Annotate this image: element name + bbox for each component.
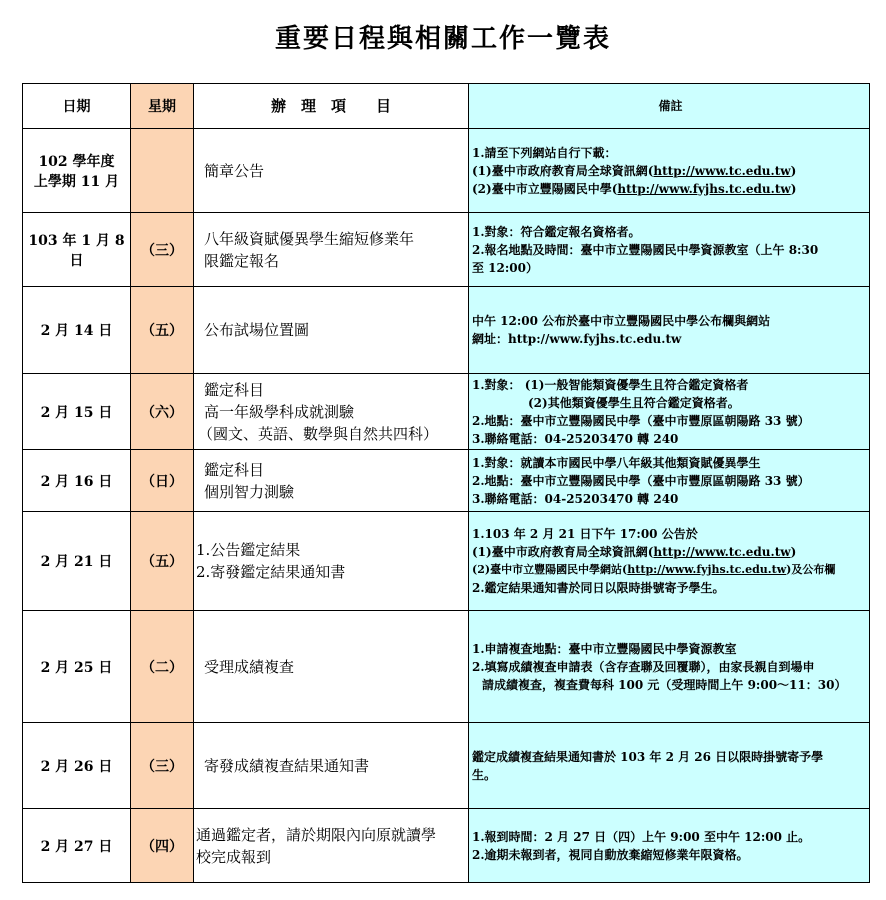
day-cell: （五） — [131, 512, 194, 611]
date-cell: 103 年 1 月 8 日 — [23, 213, 131, 287]
day-cell: （三） — [131, 723, 194, 809]
item-cell: 公布試場位置圖 — [194, 287, 469, 374]
table-row — [23, 213, 870, 287]
item-cell: 受理成績複查 — [194, 611, 469, 723]
note-cell: 1.對象：符合鑑定報名資格者。 2.報名地點及時間：臺中市立豐陽國民中學資源教室（上午 8:30 至 12:00） — [469, 213, 870, 287]
table-row — [23, 809, 870, 883]
note-cell: 1.對象： (1)一般智能類資優學生且符合鑑定資格者 (2)其他類資優學生且符合鑑定資格者。 2.地點：臺中市立豐陽國民中學（臺中市豐原區朝陽路 33 號） 3.聯絡電話：04-25203470 轉 240 — [469, 374, 870, 450]
table-header-row — [23, 84, 870, 129]
table-row — [23, 512, 870, 611]
date-cell: 2 月 27 日 — [23, 809, 131, 883]
day-cell: （五） — [131, 287, 194, 374]
page-title: 重要日程與相關工作一覽表 — [274, 24, 611, 54]
schedule-table — [22, 83, 870, 883]
url-link: http://www.tc.edu.tw — [653, 545, 791, 559]
header-date: 日期 — [23, 84, 131, 129]
table-row — [23, 611, 870, 723]
date-cell: 2 月 25 日 — [23, 611, 131, 723]
url-link: http://www.fyjhs.tc.edu.tw — [627, 563, 787, 576]
item-cell: 鑑定科目 高一年級學科成就測驗 （國文、英語、數學與自然共四科） — [194, 374, 469, 450]
table-row — [23, 374, 870, 450]
date-cell: 2 月 16 日 — [23, 450, 131, 512]
note-cell: 1.申請複查地點：臺中市立豐陽國民中學資源教室 2.填寫成績複查申請表（含存查聯及回覆聯），由家長親自到場申 請成績複查，複查費每科 100 元（受理時間上午 9:00～11：30） — [469, 611, 870, 723]
table-row — [23, 129, 870, 213]
note-cell: 鑑定成績複查結果通知書於 103 年 2 月 26 日以限時掛號寄予學 生。 — [469, 723, 870, 809]
table-row — [23, 450, 870, 512]
note-cell: 1.報到時間：2 月 27 日（四）上午 9:00 至中午 12:00 止。 2.逾期未報到者，視同自動放棄縮短修業年限資格。 — [469, 809, 870, 883]
date-cell: 102 學年度 上學期 11 月 — [23, 129, 131, 213]
item-cell: 通過鑑定者，請於期限內向原就讀學 校完成報到 — [194, 809, 469, 883]
item-cell: 1.公告鑑定結果 2.寄發鑑定結果通知書 — [194, 512, 469, 611]
item-cell: 八年級資賦優異學生縮短修業年 限鑑定報名 — [194, 213, 469, 287]
header-note: 備註 — [469, 84, 870, 129]
item-cell: 簡章公告 — [194, 129, 469, 213]
note-cell: 1.請至下列網站自行下載： (1)臺中市政府教育局全球資訊網(http://www.tc.edu.tw) (2)臺中市立豐陽國民中學(http://www.fyjhs.tc.edu.tw) — [469, 129, 870, 213]
date-cell: 2 月 21 日 — [23, 512, 131, 611]
header-item: 辦 理 項 目 — [194, 84, 469, 129]
url-link: http://www.fyjhs.tc.edu.tw — [617, 181, 791, 196]
table-row — [23, 723, 870, 809]
note-cell: 1.對象：就讀本市國民中學八年級其他類資賦優異學生 2.地點：臺中市立豐陽國民中學（臺中市豐原區朝陽路 33 號） 3.聯絡電話：04-25203470 轉 240 — [469, 450, 870, 512]
date-cell: 2 月 26 日 — [23, 723, 131, 809]
note-cell: 中午 12:00 公布於臺中市立豐陽國民中學公布欄與網站 網址：http://www.fyjhs.tc.edu.tw — [469, 287, 870, 374]
item-cell: 寄發成績複查結果通知書 — [194, 723, 469, 809]
day-cell: （三） — [131, 213, 194, 287]
day-cell: （四） — [131, 809, 194, 883]
url-link: http://www.tc.edu.tw — [653, 163, 791, 178]
date-cell: 2 月 14 日 — [23, 287, 131, 374]
day-cell — [131, 129, 194, 213]
note-cell: 1.103 年 2 月 21 日下午 17:00 公告於 (1)臺中市政府教育局全球資訊網(http://www.tc.edu.tw) (2)臺中市立豐陽國民中學網站(http://www.fyjhs.tc.edu.tw)及公布欄 2.鑑定結果通知書於同日以限時掛號寄予學生。 — [469, 512, 870, 611]
day-cell: （日） — [131, 450, 194, 512]
table-row — [23, 287, 870, 374]
header-day: 星期 — [131, 84, 194, 129]
item-cell: 鑑定科目 個別智力測驗 — [194, 450, 469, 512]
day-cell: （二） — [131, 611, 194, 723]
date-cell: 2 月 15 日 — [23, 374, 131, 450]
day-cell: （六） — [131, 374, 194, 450]
